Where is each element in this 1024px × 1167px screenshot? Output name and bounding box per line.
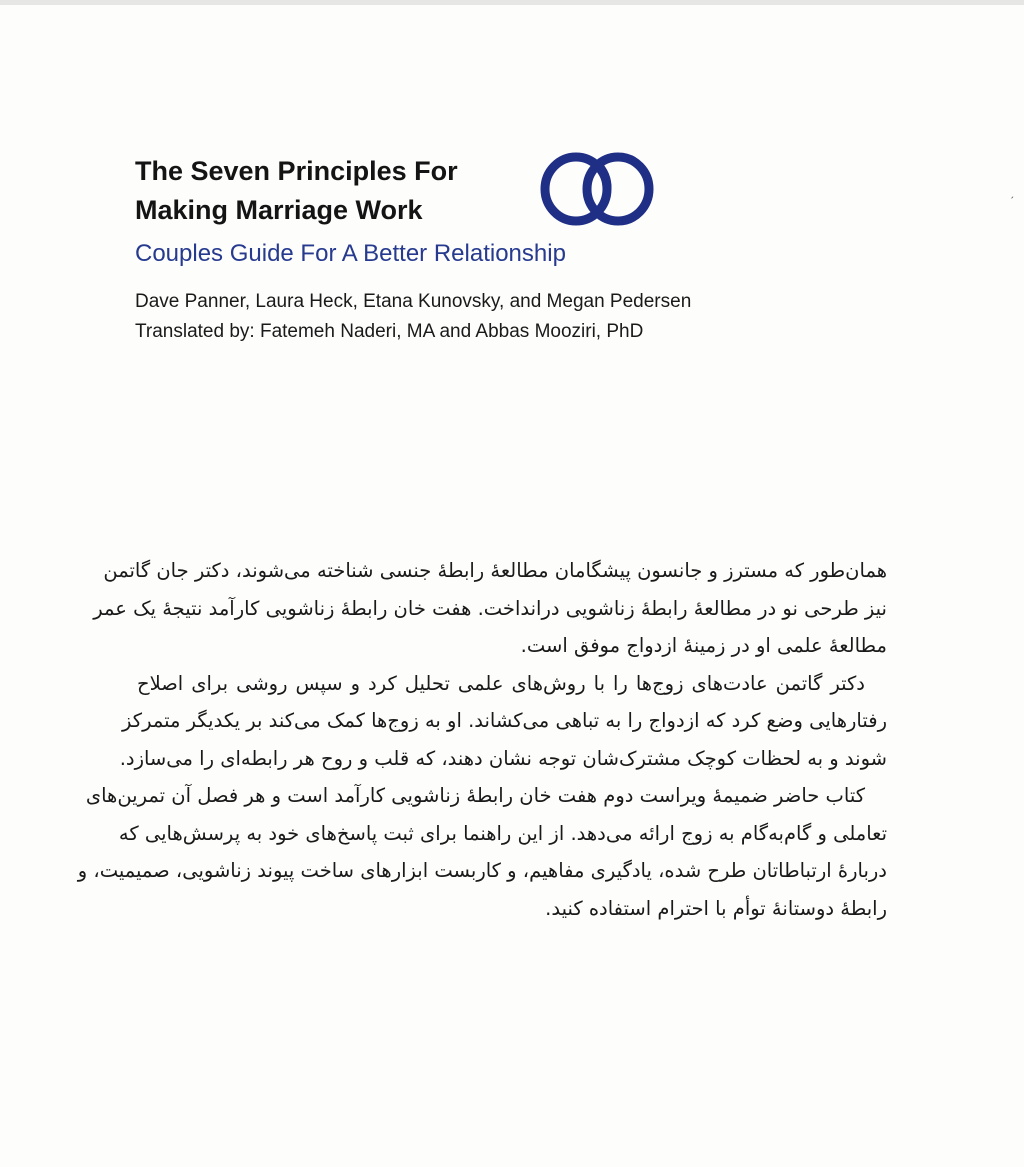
body-line: نیز طرحی نو در مطالعهٔ رابطهٔ زناشویی درانداخت. هفت خان رابطهٔ زناشویی کارآمد نتیجهٔ یک عمر — [93, 596, 887, 620]
body-line: دکتر گاتمن عادت‌های زوج‌ها را با روش‌های علمی تحلیل کرد و سپس روشی برای اصلاح — [137, 671, 865, 695]
title-line-1: The Seven Principles For — [135, 156, 458, 186]
persian-description — [77, 552, 887, 927]
scan-edge — [0, 0, 1024, 5]
scan-mark: ˏ — [1010, 185, 1014, 199]
body-line: رفتارهایی وضع کرد که ازدواج را به تباهی می‌کشاند. او به زوج‌ها کمک می‌کند بر یکدیگر متمرکز — [122, 709, 887, 732]
body-line: شوند و به لحظات کوچک مشترک‌شان توجه نشان دهند، که قلب و روح هر رابطه‌ای را می‌سازد. — [119, 746, 887, 770]
title-line-2: Making Marriage Work — [135, 195, 423, 225]
book-title — [135, 152, 458, 230]
body-line: همان‌طور که مسترز و جانسون پیشگامان مطالعهٔ رابطهٔ جنسی شناخته می‌شوند، دکتر جان گاتمن — [103, 559, 887, 582]
credits — [135, 287, 691, 347]
body-line: رابطهٔ دوستانهٔ توأم با احترام استفاده کنید. — [545, 896, 887, 920]
body-line: تعاملی و گام‌به‌گام به زوج ارائه می‌دهد. از این راهنما برای ثبت پاسخ‌های خود به پرسش‌هایی که — [118, 821, 887, 845]
body-line: دربارهٔ ارتباطاتان طرح شده، یادگیری مفاهیم، و کاربست ابزارهای ساخت پیوند زناشویی، صمیمیت، و — [77, 859, 887, 882]
subtitle: Couples Guide For A Better Relationship — [135, 240, 566, 267]
body-line: مطالعهٔ علمی او در زمینهٔ ازدواج موفق است. — [520, 634, 887, 657]
translators: Translated by: Fatemeh Naderi, MA and Abbas Mooziri, PhD — [135, 321, 644, 342]
interlocking-rings-logo-icon — [538, 150, 658, 228]
body-line: کتاب حاضر ضمیمهٔ ویراست دوم هفت خان رابطهٔ زناشویی کارآمد است و هر فصل آن تمرین‌های — [85, 784, 865, 807]
authors: Dave Panner, Laura Heck, Etana Kunovsky, and Megan Pedersen — [135, 291, 692, 312]
